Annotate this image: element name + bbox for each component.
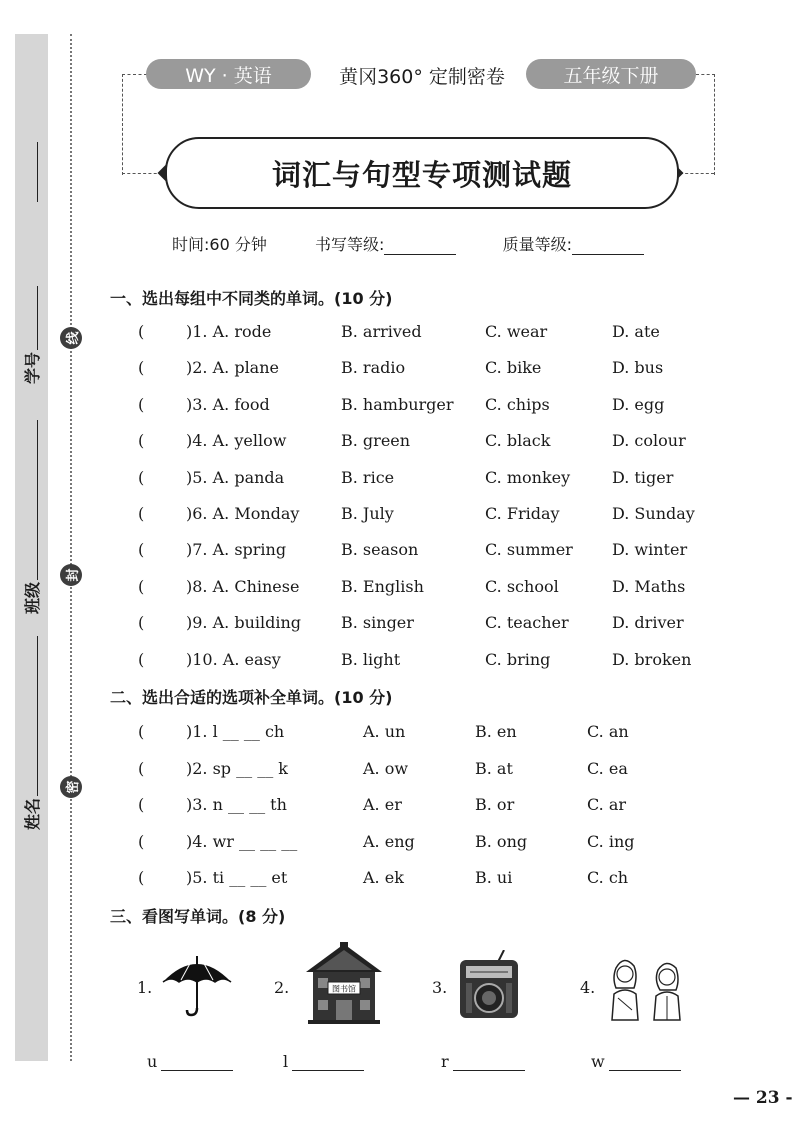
question-row xyxy=(0,650,794,674)
option-a: A. ek xyxy=(363,868,404,887)
question-row xyxy=(0,795,794,819)
answer-2-letter: l xyxy=(283,1052,289,1071)
option-b: B. singer xyxy=(341,613,414,633)
question-row xyxy=(0,468,794,492)
answer-paren[interactable]: ( xyxy=(138,358,145,378)
writing-grade-label: 书写等级: xyxy=(315,235,385,254)
option-b: B. hamburger xyxy=(341,394,454,414)
picture-number-1: 1. xyxy=(137,978,153,997)
question-row xyxy=(0,577,794,601)
answer-paren[interactable]: ( xyxy=(138,504,145,523)
option-d: D. tiger xyxy=(612,467,674,487)
answer-paren[interactable]: ( xyxy=(138,722,145,741)
option-d: D. ate xyxy=(612,322,660,341)
option-a: )7. A. spring xyxy=(186,540,287,560)
answer-4-blank[interactable] xyxy=(609,1056,681,1071)
option-b: B. English xyxy=(341,576,424,596)
option-b: B. arrived xyxy=(341,322,422,341)
info-row xyxy=(172,232,644,255)
series-name: 黄冈360° 定制密卷 xyxy=(339,65,505,88)
page-title: 词汇与句型专项测试题 xyxy=(271,157,572,192)
women-icon xyxy=(604,954,690,1022)
write-answer-4[interactable] xyxy=(591,1052,681,1071)
bracket-left-bottom xyxy=(122,173,162,174)
section3-title: 三、看图写单词。(8 分) xyxy=(110,907,286,926)
option-d: D. broken xyxy=(612,649,692,669)
answer-paren[interactable]: ( xyxy=(138,467,145,487)
section2-title: 二、选出合适的选项补全单词。(10 分) xyxy=(110,688,393,707)
library-icon xyxy=(304,940,384,1024)
student-id-label: 学号 xyxy=(23,351,42,384)
option-a: A. er xyxy=(363,795,402,814)
radio-icon xyxy=(458,950,520,1020)
word-stem: )3. n __ __ th xyxy=(186,795,287,814)
option-d: D. egg xyxy=(612,394,665,414)
option-c: C. monkey xyxy=(485,467,571,487)
option-b: B. season xyxy=(341,540,419,560)
title-box xyxy=(165,137,679,209)
header-bracket-right xyxy=(696,74,715,175)
writing-grade-blank[interactable] xyxy=(384,240,456,255)
question-row xyxy=(0,832,794,856)
option-a: A. un xyxy=(363,722,406,741)
option-b: B. light xyxy=(341,649,401,669)
quality-grade-label: 质量等级: xyxy=(502,235,573,254)
option-a: )9. A. building xyxy=(186,613,302,633)
option-b: B. green xyxy=(341,431,411,451)
option-c: C. ar xyxy=(587,795,627,814)
option-b: B. or xyxy=(475,795,515,814)
picture-number-2: 2. xyxy=(274,978,290,997)
header-bracket-left xyxy=(122,74,147,175)
write-answer-2[interactable] xyxy=(283,1052,364,1071)
answer-paren[interactable]: ( xyxy=(138,831,145,851)
word-stem: )4. wr __ __ __ xyxy=(186,831,298,851)
picture-number-4: 4. xyxy=(580,978,596,997)
option-c: C. an xyxy=(587,722,629,741)
student-id-field[interactable] xyxy=(20,142,43,384)
option-a: )10. A. easy xyxy=(186,649,281,669)
answer-4-letter: w xyxy=(591,1052,605,1071)
question-row xyxy=(0,759,794,783)
option-d: D. bus xyxy=(612,358,664,378)
time-info: 时间:60 分钟 xyxy=(172,235,267,254)
option-c: C. summer xyxy=(485,540,573,560)
question-row xyxy=(0,868,794,892)
question-row xyxy=(0,395,794,419)
option-c: C. ing xyxy=(587,831,635,851)
option-c: C. bike xyxy=(485,358,542,378)
option-c: C. school xyxy=(485,576,559,596)
option-a: )1. A. rode xyxy=(186,322,272,341)
picture-number-3: 3. xyxy=(432,978,448,997)
option-a: )3. A. food xyxy=(186,394,270,414)
option-d: D. colour xyxy=(612,431,686,451)
answer-paren[interactable]: ( xyxy=(138,649,145,669)
answer-paren[interactable]: ( xyxy=(138,613,145,633)
option-b: B. ui xyxy=(475,868,513,887)
option-b: B. en xyxy=(475,722,517,741)
word-stem: )2. sp __ __ k xyxy=(186,758,288,778)
page-number: — 23 - xyxy=(733,1088,793,1108)
mark-secret: 密 xyxy=(60,776,82,798)
subject-pill: WY · 英语 xyxy=(146,59,311,89)
answer-2-blank[interactable] xyxy=(292,1056,364,1071)
option-c: C. wear xyxy=(485,322,548,341)
question-row xyxy=(0,322,794,346)
answer-paren[interactable]: ( xyxy=(138,576,145,596)
option-b: B. ong xyxy=(475,831,528,851)
mark-seal: 封 xyxy=(60,564,82,586)
option-a: )5. A. panda xyxy=(186,467,285,487)
option-b: B. at xyxy=(475,758,513,778)
answer-paren[interactable]: ( xyxy=(138,795,145,814)
option-b: B. rice xyxy=(341,467,395,487)
option-c: C. Friday xyxy=(485,504,560,523)
section1-title: 一、选出每组中不同类的单词。(10 分) xyxy=(110,289,393,308)
grade-pill: 五年级下册 xyxy=(526,59,696,89)
mark-line: 线 xyxy=(60,327,82,349)
option-c: C. black xyxy=(485,431,551,451)
answer-paren[interactable]: ( xyxy=(138,758,145,778)
option-b: B. July xyxy=(341,504,394,523)
answer-3-blank[interactable] xyxy=(453,1056,525,1071)
option-c: C. chips xyxy=(485,394,550,414)
word-stem: )1. l __ __ ch xyxy=(186,722,285,741)
question-row xyxy=(0,613,794,637)
answer-paren[interactable]: ( xyxy=(138,431,145,451)
option-c: C. ea xyxy=(587,758,628,778)
bracket-right-bottom xyxy=(680,173,714,174)
option-d: D. winter xyxy=(612,540,688,560)
option-a: )8. A. Chinese xyxy=(186,576,300,596)
name-label: 姓名 xyxy=(23,797,42,830)
option-c: C. ch xyxy=(587,868,629,887)
answer-1-blank[interactable] xyxy=(161,1056,233,1071)
question-row xyxy=(0,358,794,382)
option-c: C. teacher xyxy=(485,613,569,633)
option-c: C. bring xyxy=(485,649,551,669)
option-d: D. driver xyxy=(612,613,684,633)
question-row xyxy=(0,540,794,564)
option-a: A. eng xyxy=(363,831,415,851)
question-row xyxy=(0,504,794,528)
option-a: A. ow xyxy=(363,758,409,778)
option-a: )4. A. yellow xyxy=(186,431,287,451)
answer-paren[interactable]: ( xyxy=(138,394,145,414)
answer-3-letter: r xyxy=(441,1052,449,1071)
question-row xyxy=(0,722,794,746)
answer-paren[interactable]: ( xyxy=(138,322,145,341)
word-stem: )5. ti __ __ et xyxy=(186,868,288,887)
option-a: )2. A. plane xyxy=(186,358,279,378)
write-answer-3[interactable] xyxy=(441,1052,525,1071)
umbrella-icon xyxy=(160,952,234,1018)
library-sign: 图书馆 xyxy=(332,984,356,994)
class-label: 班级 xyxy=(23,581,42,614)
quality-grade-blank[interactable] xyxy=(572,240,644,255)
option-d: D. Maths xyxy=(612,576,686,596)
write-answer-1[interactable] xyxy=(147,1052,233,1071)
option-d: D. Sunday xyxy=(612,504,695,523)
question-row xyxy=(0,431,794,455)
option-a: )6. A. Monday xyxy=(186,504,300,523)
option-b: B. radio xyxy=(341,358,406,378)
answer-1-letter: u xyxy=(147,1052,158,1071)
answer-paren[interactable]: ( xyxy=(138,868,145,887)
answer-paren[interactable]: ( xyxy=(138,540,145,560)
